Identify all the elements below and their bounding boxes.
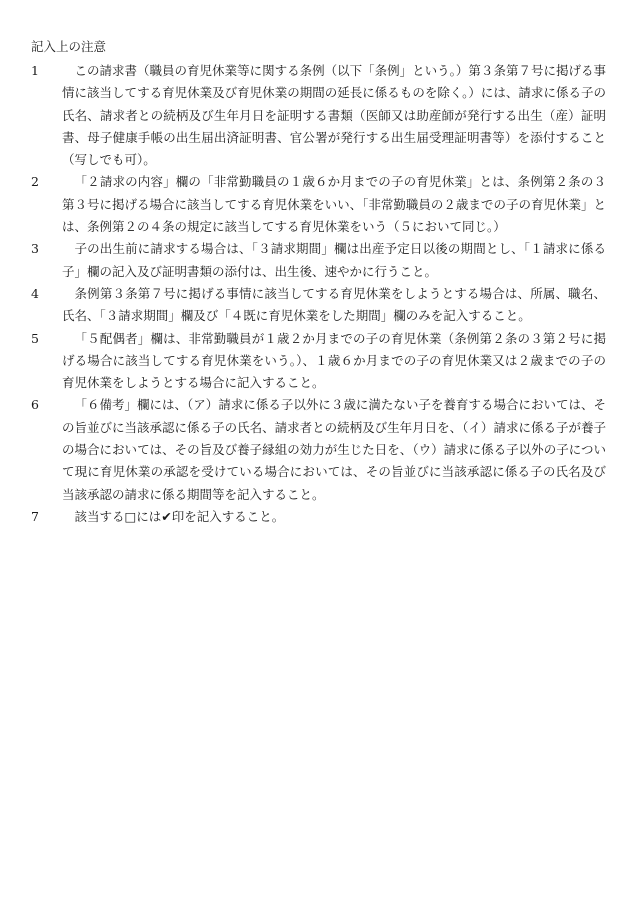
note-text: 「６備考」欄には、（ア）請求に係る子以外に３歳に満たない子を養育する場合においては、その旨並びに当該承認に係る子の氏名、請求者との続柄及び生年月日を、（イ）請求に係る子が養子の場合においては、その旨及び養子縁組の効力が生じた日を、（ウ）請求に係る子以外の子について現に育児休業の承認を受けている場合においては、その旨並びに当該承認に係る子の氏名及び当該承認の請求に係る期間等を記入すること。: [62, 397, 606, 502]
note-item-6: [31, 394, 606, 505]
note-item-5: [31, 328, 606, 395]
notes-list: [31, 60, 606, 528]
note-number: 4: [31, 285, 39, 301]
note-text: 子の出生前に請求する場合は、「３請求期間」欄は出産予定日以後の期間とし、「１請求に係る子」欄の記入及び証明書類の添付は、出生後、速やかに行うこと。: [62, 241, 606, 279]
note-item-1: [31, 60, 606, 171]
note-text: この請求書（職員の育児休業等に関する条例（以下「条例」という。）第３条第７号に掲げる事情に該当してする育児休業及び育児休業の期間の延長に係るものを除く。）には、請求に係る子の氏名、請求者との続柄及び生年月日を証明する書類（医師又は助産師が発行する出生（産）証明書、母子健康手帳の出生届出済証明書、官公署が発行する出生届受理証明書等）を添付すること（写しでも可）。: [62, 63, 606, 168]
note-text: 条例第３条第７号に掲げる事情に該当してする育児休業をしようとする場合は、所属、職名、氏名、「３請求期間」欄及び「４既に育児休業をした期間」欄のみを記入すること。: [62, 285, 606, 324]
note-text: 「５配偶者」欄は、非常勤職員が１歳２か月までの子の育児休業（条例第２条の３第２号に掲げる場合に該当してする育児休業をいう。）、１歳６か月までの子の育児休業又は２歳までの子の育児休業をしようとする場合に記入すること。: [62, 330, 606, 391]
note-number: 7: [31, 508, 39, 524]
note-number: 6: [31, 397, 39, 413]
note-item-2: [31, 171, 606, 238]
note-item-4: [31, 283, 606, 328]
note-text: 「２請求の内容」欄の「非常勤職員の１歳６か月までの子の育児休業」とは、条例第２条の３第３号に掲げる場合に該当してする育児休業をいい、「非常勤職員の２歳までの子の育児休業」とは、条例第２の４条の規定に該当してする育児休業をいう（５において同じ。）: [62, 174, 606, 235]
note-number: 1: [31, 63, 39, 78]
note-item-3: [31, 238, 606, 283]
note-text: 該当する□には✔印を記入すること。: [74, 508, 285, 524]
document-page: [31, 36, 606, 528]
note-number: 5: [31, 330, 39, 346]
notes-heading: 記入上の注意: [31, 39, 107, 54]
note-number: 3: [31, 241, 39, 257]
note-item-7: [31, 506, 606, 528]
note-number: 2: [31, 174, 39, 190]
